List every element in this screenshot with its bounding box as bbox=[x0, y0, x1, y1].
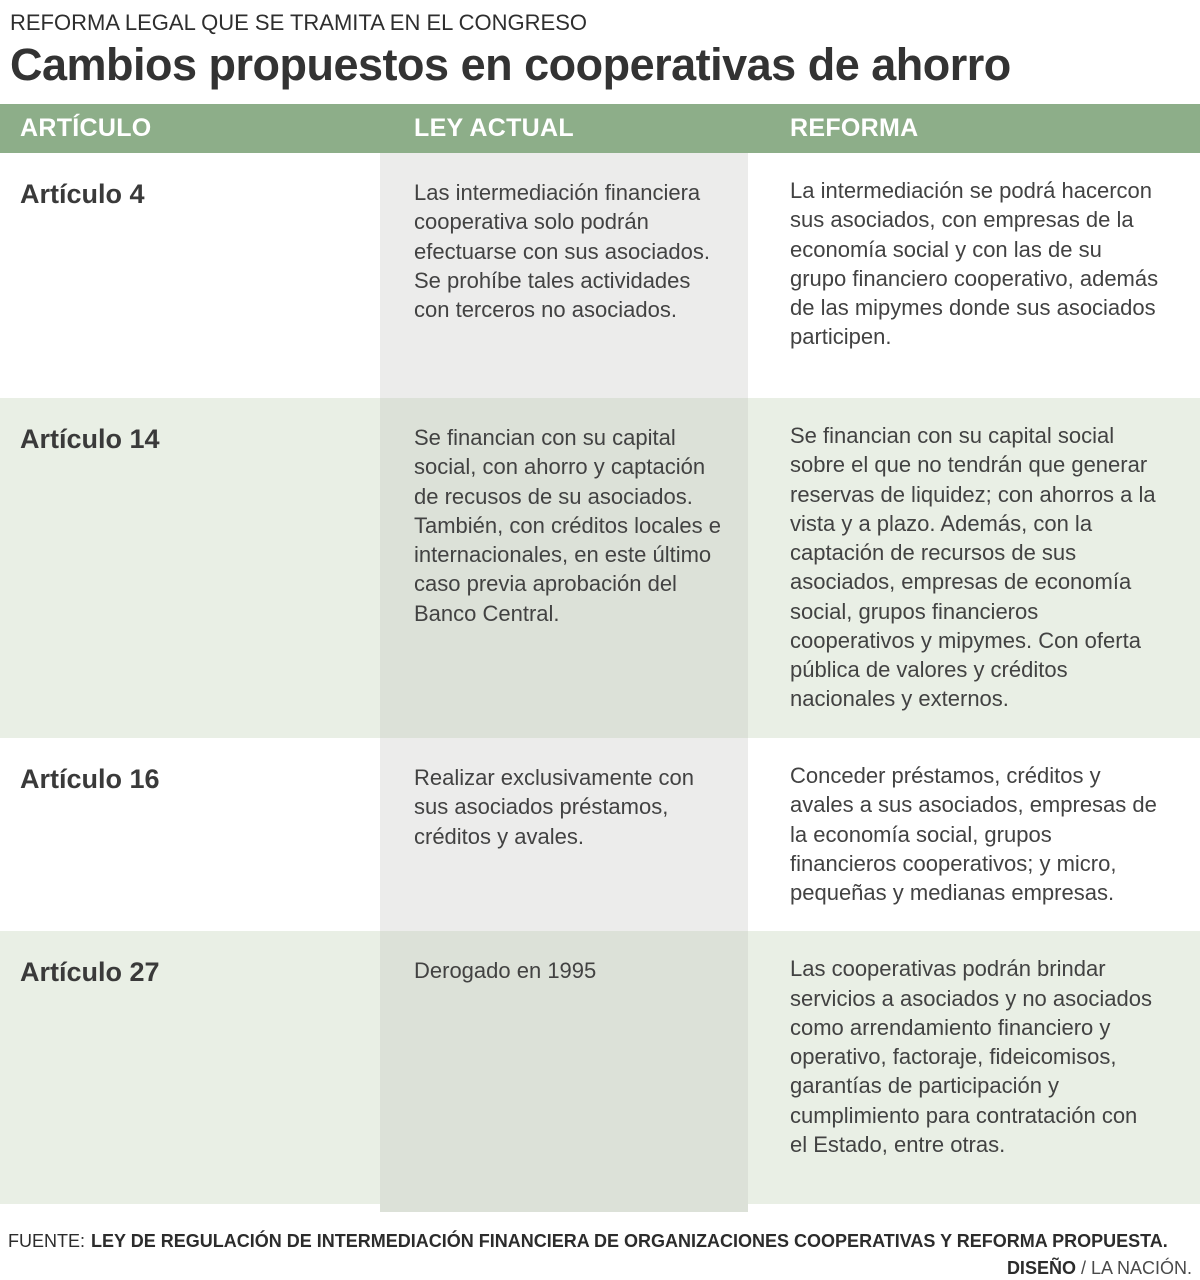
page-title: Cambios propuestos en cooperativas de ahorro bbox=[10, 38, 1011, 90]
reforma-cell: La intermediación se podrá hacercon sus asociados, con empresas de la economía social y con las de su grupo financiero cooperativo, además de las mipymes donde sus asociados participen. bbox=[748, 153, 1200, 398]
design-label: DISEÑO bbox=[1006, 1257, 1076, 1278]
design-text: / LA NACIÓN. bbox=[1080, 1257, 1192, 1278]
article-cell: Artículo 4 bbox=[0, 153, 380, 398]
table-row-articulo-4 bbox=[0, 153, 1200, 398]
ley-actual-cell: Se financian con su capital social, con ahorro y captación de recusos de su asociados. También, con créditos locales e internacionales, en este último caso previa aprobación del Banco Central. bbox=[380, 398, 748, 738]
article-cell: Artículo 14 bbox=[0, 398, 380, 738]
footer bbox=[0, 1204, 1200, 1280]
source-label: FUENTE: bbox=[8, 1231, 86, 1252]
reforma-cell: Conceder préstamos, créditos y avales a sus asociados, empresas de la economía social, grupos financieros cooperativos; y micro, pequeñas y medianas empresas. bbox=[748, 738, 1200, 931]
column-header-reforma: REFORMA bbox=[790, 114, 919, 142]
masthead bbox=[0, 0, 1200, 89]
article-cell: Artículo 27 bbox=[0, 931, 380, 1204]
table-row-articulo-16 bbox=[0, 738, 1200, 931]
source-line bbox=[8, 1230, 1192, 1253]
ley-actual-cell: Realizar exclusivamente con sus asociados préstamos, créditos y avales. bbox=[380, 738, 748, 931]
kicker: REFORMA LEGAL QUE SE TRAMITA EN EL CONGRESO bbox=[10, 10, 588, 35]
reforma-cell: Las cooperativas podrán brindar servicios a asociados y no asociados como arrendamiento financiero y operativo, factoraje, fideicomisos, garantías de participación y cumplimiento para contratación con el Estado, entre otras. bbox=[748, 931, 1200, 1204]
article-cell: Artículo 16 bbox=[0, 738, 380, 931]
column-header-articulo: ARTÍCULO bbox=[20, 114, 152, 142]
table-row-articulo-27 bbox=[0, 931, 1200, 1204]
column-header-ley-actual: LEY ACTUAL bbox=[414, 114, 574, 142]
design-credit bbox=[8, 1257, 1192, 1280]
ley-actual-cell: Derogado en 1995 bbox=[380, 931, 748, 1204]
table-row-articulo-14 bbox=[0, 398, 1200, 738]
source-text: LEY DE REGULACIÓN DE INTERMEDIACIÓN FINANCIERA DE ORGANIZACIONES COOPERATIVAS Y REFORMA PROPUESTA. bbox=[91, 1231, 1168, 1252]
ley-actual-cell: Las intermediación financiera cooperativa solo podrán efectuarse con sus asociados. Se prohíbe tales actividades con terceros no asociados. bbox=[380, 153, 748, 398]
table-header-row bbox=[0, 104, 1200, 153]
reforma-cell: Se financian con su capital social sobre el que no tendrán que generar reservas de liquidez; con ahorros a la vista y a plazo. Además, con la captación de recursos de sus asociados, empresas de economía social, grupos financieros cooperativos y mipymes. Con oferta pública de valores y créditos nacionales y externos. bbox=[748, 398, 1200, 738]
